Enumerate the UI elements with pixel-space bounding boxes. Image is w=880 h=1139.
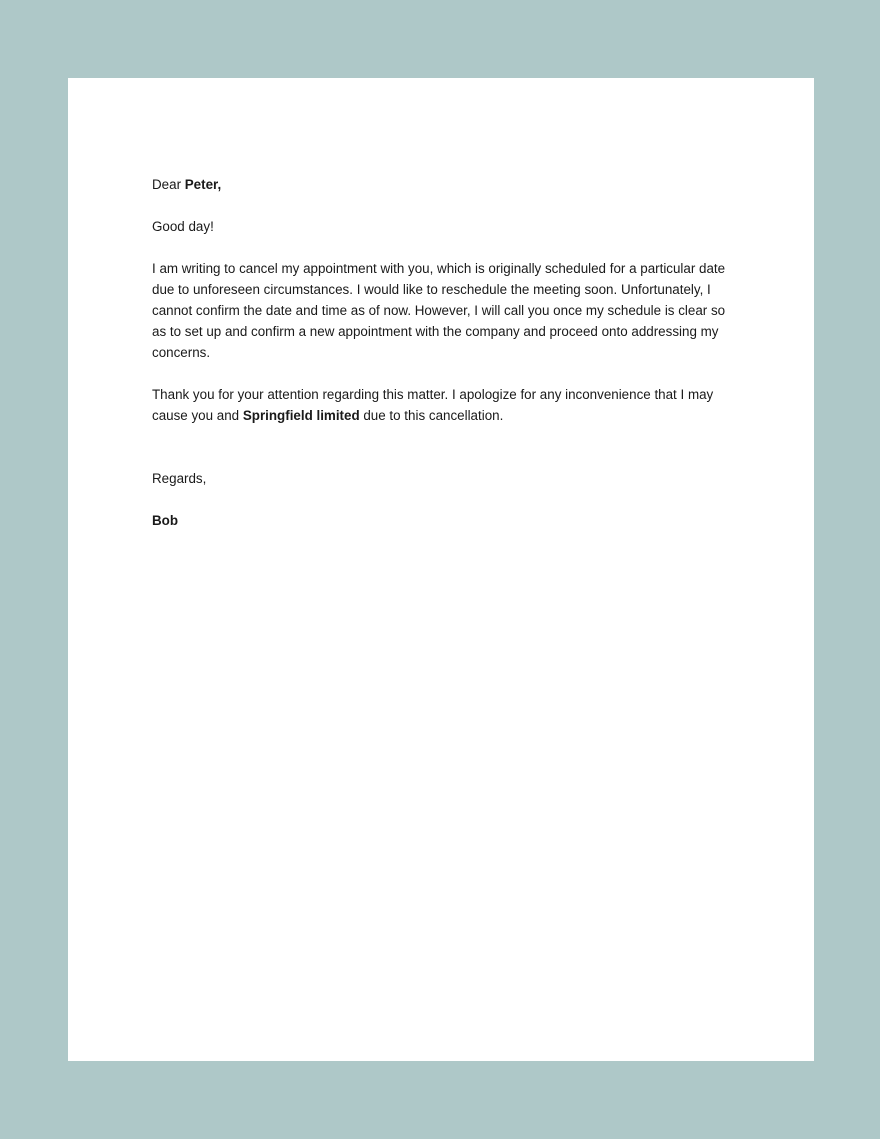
signature: [152, 510, 732, 531]
body-paragraph-2: [152, 384, 732, 426]
recipient-name: Peter,: [184, 177, 222, 192]
letter-page: [68, 78, 814, 1061]
salutation-prefix: Dear: [152, 177, 185, 192]
opening-line: Good day!: [152, 219, 214, 234]
salutation: [152, 174, 732, 195]
letter-body: [152, 174, 732, 531]
signature-name: Bob: [152, 513, 179, 528]
paragraph-2-end: due to this cancellation.: [359, 408, 504, 423]
paragraph-2-start: Thank you for your attention regarding this matter. I apologize for any inconvenience that I may cause you and: [152, 387, 714, 423]
company-name: Springfield limited: [242, 408, 360, 423]
body-paragraph-1: I am writing to cancel my appointment with you, which is originally scheduled for a particular date due to unforeseen circumstances. I would like to reschedule the meeting soon. Unfortunately, I cannot confirm the date and time as of now. However, I will call you once my schedule is clear so as to set up and confirm a new appointment with the company and proceed onto addressing my concerns.: [152, 261, 726, 360]
closing-line: Regards,: [152, 471, 207, 486]
